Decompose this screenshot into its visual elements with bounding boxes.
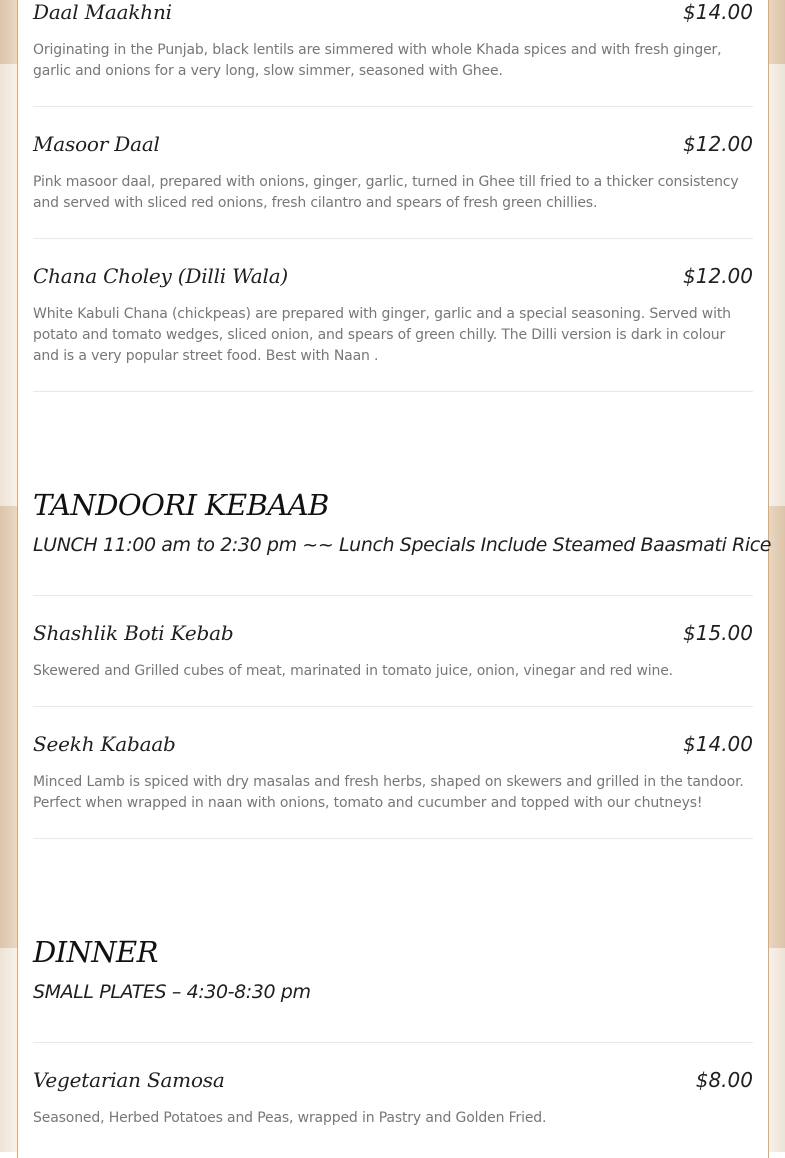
menu-item-description: Pink masoor daal, prepared with onions, ginger, garlic, turned in Ghee till fried to a thicker consistency and served with sliced red onions, fresh cilantro and spears of fresh green chillies. xyxy=(33,174,739,211)
menu-item-name: Seekh Kabaab xyxy=(33,732,176,756)
left-border-band xyxy=(0,948,17,1152)
menu-item-description: Skewered and Grilled cubes of meat, marinated in tomato juice, onion, vinegar and red wine. xyxy=(33,663,673,679)
menu-item-name: Daal Maakhni xyxy=(33,0,172,24)
menu-item-price: $14.00 xyxy=(683,0,753,24)
divider xyxy=(33,838,753,839)
menu-item xyxy=(33,621,753,651)
left-border-band xyxy=(0,506,17,948)
menu-item-price: $12.00 xyxy=(683,132,753,156)
menu-item-description: White Kabuli Chana (chickpeas) are prepared with ginger, garlic and a special seasoning. Served with potato and tomato wedges, sliced onion, and spears of green chilly. The Dilli version is dark in colour and is a very popular street food. Best with Naan . xyxy=(33,306,731,364)
menu-item-price: $14.00 xyxy=(683,732,753,756)
divider xyxy=(33,391,753,392)
section-subtitle: LUNCH 11:00 am to 2:30 pm ~~ Lunch Specials Include Steamed Baasmati Rice xyxy=(33,534,772,556)
menu-item xyxy=(33,264,753,294)
menu-item-price: $12.00 xyxy=(683,264,753,288)
divider xyxy=(33,706,753,707)
left-border-band xyxy=(0,64,17,506)
menu-item-name: Vegetarian Samosa xyxy=(33,1068,225,1092)
divider xyxy=(33,238,753,239)
menu-item-name: Chana Choley (Dilli Wala) xyxy=(33,264,289,288)
menu-item-name: Masoor Daal xyxy=(33,132,160,156)
menu-item xyxy=(33,732,753,762)
menu-item xyxy=(33,1068,753,1098)
menu-item-description: Originating in the Punjab, black lentils are simmered with whole Khada spices and with fresh ginger, garlic and onions for a very long, slow simmer, seasoned with Ghee. xyxy=(33,42,722,79)
menu-item xyxy=(33,132,753,162)
section-title: DINNER xyxy=(33,935,158,969)
menu-item-price: $15.00 xyxy=(683,621,753,645)
divider xyxy=(33,595,753,596)
right-border-band xyxy=(768,506,785,948)
divider xyxy=(33,106,753,107)
divider xyxy=(33,1042,753,1043)
left-border-band xyxy=(0,0,17,64)
right-border-band xyxy=(768,948,785,1152)
menu-item-description: Seasoned, Herbed Potatoes and Peas, wrapped in Pastry and Golden Fried. xyxy=(33,1110,547,1126)
section-subtitle: SMALL PLATES – 4:30-8:30 pm xyxy=(33,981,311,1003)
section-title: TANDOORI KEBAAB xyxy=(33,488,329,522)
menu-item-name: Shashlik Boti Kebab xyxy=(33,621,234,645)
menu-item-description: Minced Lamb is spiced with dry masalas and fresh herbs, shaped on skewers and grilled in the tandoor. Perfect when wrapped in naan with onions, tomato and cucumber and topped with our chutneys! xyxy=(33,774,744,811)
right-border-band xyxy=(768,64,785,506)
menu-item xyxy=(33,0,753,30)
right-border-band xyxy=(768,0,785,64)
menu-item-price: $8.00 xyxy=(695,1068,753,1092)
